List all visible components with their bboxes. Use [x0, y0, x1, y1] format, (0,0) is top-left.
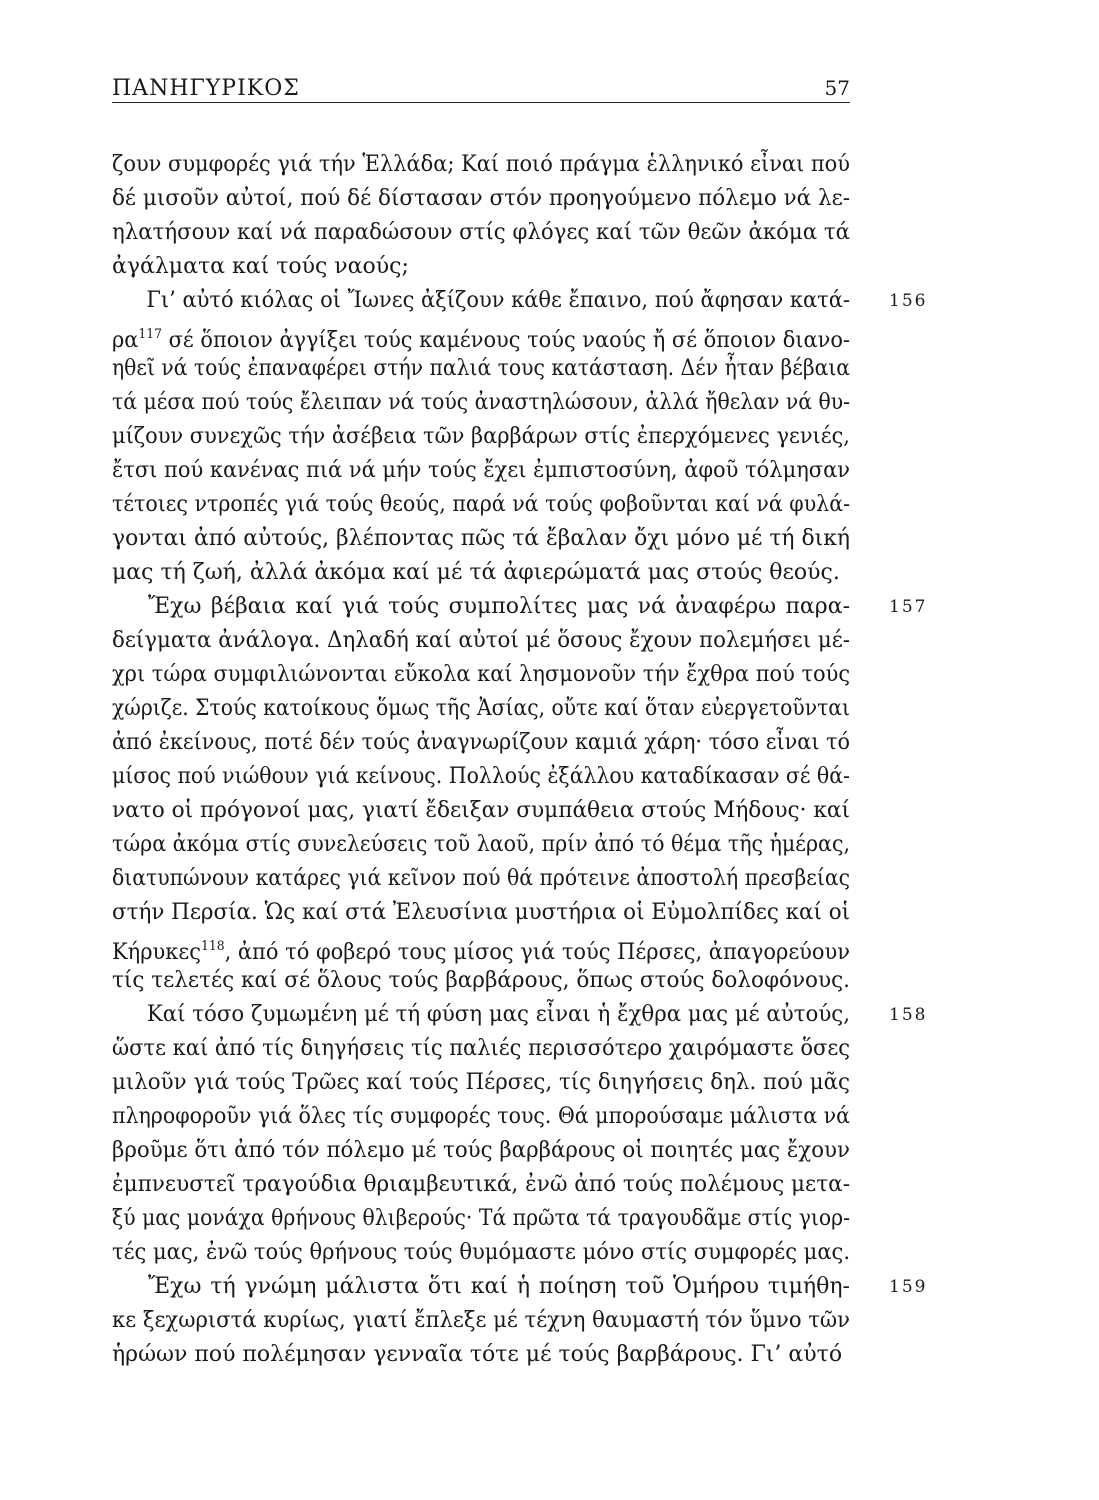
line-text [112, 420, 850, 454]
line-text [112, 522, 850, 556]
line-text [112, 250, 409, 284]
line-text [112, 692, 850, 726]
line-text [112, 1270, 850, 1304]
text-line [112, 386, 864, 420]
line-text [112, 488, 850, 522]
line-segment: Γι’ αὐτό κιόλας οἱ Ἴωνες ἀξίζουν κάθε ἔπαινο, πού ἄφησαν κατά- [146, 288, 851, 313]
footnote-marker: 117 [138, 327, 163, 342]
line-text [112, 1236, 850, 1270]
line-segment: ἐμπνευστεῖ τραγούδια θριαμβευτικά, ἐνῶ ἀπό τούς πολέμους μετα- [112, 1172, 851, 1197]
text-line [112, 454, 864, 488]
line-segment: νατο οἱ πρόγονοί μας, γιατί ἔδειξαν συμπάθεια στούς Μήδους· καί [112, 798, 850, 823]
body-text [112, 148, 928, 1372]
line-segment: βροῦμε ὅτι ἀπό τόν πόλεμο μέ τούς βαρβάρους οἱ ποιητές μας ἔχουν [112, 1138, 850, 1163]
line-segment: ζουν συμφορές γιά τήν Ἑλλάδα; Καί ποιό πράγμα ἑλληνικό εἶναι πού [112, 152, 850, 177]
text-line [112, 284, 928, 318]
line-text [112, 998, 850, 1032]
section-number: 159 [889, 1277, 928, 1297]
text-line [112, 964, 864, 998]
line-text [112, 896, 850, 930]
page-header [112, 76, 850, 103]
text-line [112, 420, 864, 454]
line-text [112, 182, 850, 216]
text-line [112, 998, 928, 1032]
text-line [112, 760, 864, 794]
line-segment: ἡρώων πού πολέμησαν γενναῖα τότε μέ τούς βαρβάρους. Γι’ αὐτό [112, 1342, 843, 1367]
line-segment: δέ μισοῦν αὐτοί, πού δέ δίστασαν στόν προηγούμενο πόλεμο νά λε- [112, 186, 850, 211]
text-line [112, 1270, 928, 1304]
line-text [112, 1304, 850, 1338]
text-line [112, 1338, 864, 1372]
line-segment: ὥστε καί ἀπό τίς διηγήσεις τίς παλιές περισσότερο χαιρόμαστε ὅσες [112, 1036, 850, 1061]
text-line [112, 216, 864, 250]
line-text [112, 386, 850, 420]
text-line [112, 692, 864, 726]
line-text [112, 1338, 842, 1372]
text-line [112, 1202, 864, 1236]
line-text [112, 556, 840, 590]
text-line [112, 658, 864, 692]
line-segment: σέ ὅποιον ἀγγίξει τούς καμένους τούς ναούς ἤ σέ ὅποιον διανο- [162, 328, 850, 353]
line-segment: ἀγάλματα καί τούς ναούς; [112, 254, 409, 279]
text-line [112, 1304, 864, 1338]
line-segment: ἀπό ἐκείνους, ποτέ δέν τούς ἀναγνωρίζουν καμιά χάρη· τόσο εἶναι τό [112, 730, 851, 755]
line-text [112, 828, 850, 862]
line-text [112, 1032, 850, 1066]
text-line [112, 828, 864, 862]
line-segment: διατυπώνουν κατάρες γιά κεῖνον πού θά πρότεινε ἀποστολή πρεσβείας [112, 866, 850, 891]
text-line [112, 318, 864, 352]
line-segment: ξύ μας μονάχα θρήνους θλιβερούς· Τά πρῶτα τά τραγουδᾶμε στίς γιορ- [112, 1206, 850, 1231]
text-line [112, 250, 864, 284]
line-segment: ηθεῖ νά τούς ἐπαναφέρει στήν παλιά τους κατάσταση. Δέν ἦταν βέβαια [112, 356, 851, 381]
line-segment: μίζουν συνεχῶς τήν ἀσέβεια τῶν βαρβάρων στίς ἐπερχόμενες γενιές, [112, 424, 850, 449]
text-line [112, 1134, 864, 1168]
line-text [112, 964, 850, 998]
text-line [112, 624, 864, 658]
line-text [112, 760, 850, 794]
text-line [112, 590, 928, 624]
text-line [112, 1032, 864, 1066]
line-segment: τά μέσα πού τούς ἔλειπαν νά τούς ἀναστηλώσουν, ἀλλά ἤθελαν νά θυ- [112, 390, 851, 415]
line-segment: τές μας, ἐνῶ τούς θρήνους τούς θυμόμαστε μόνο στίς συμφορές μας. [112, 1240, 851, 1265]
line-segment: , ἀπό τό φοβερό τους μίσος γιά τούς Πέρσες, ἀπαγορεύουν [224, 940, 851, 965]
line-segment: τώρα ἀκόμα στίς συνελεύσεις τοῦ λαοῦ, πρίν ἀπό τό θέμα τῆς ἡμέρας, [112, 832, 851, 857]
line-segment: μιλοῦν γιά τούς Τρῶες καί τούς Πέρσες, τίς διηγήσεις δηλ. πού μᾶς [112, 1070, 850, 1095]
text-line [112, 488, 864, 522]
line-segment: Ἔχω βέβαια καί γιά τούς συμπολίτες μας νά ἀναφέρω παρα- [148, 594, 850, 619]
line-segment: χώριζε. Στούς κατοίκους ὅμως τῆς Ἀσίας, οὔτε καί ὅταν εὐεργετοῦνται [112, 696, 850, 721]
line-segment: μας τή ζωή, ἀλλά ἀκόμα καί μέ τά ἀφιερώματά μας στούς θεούς. [112, 560, 840, 585]
text-line [112, 522, 864, 556]
line-text [112, 454, 850, 488]
line-text [112, 216, 850, 250]
section-number: 157 [889, 597, 928, 617]
line-text [112, 862, 850, 896]
page-number: 57 [824, 76, 850, 100]
line-text [112, 1202, 850, 1236]
footnote-marker: 118 [200, 939, 225, 954]
line-text [112, 148, 850, 182]
text-line [112, 352, 864, 386]
text-line [112, 862, 864, 896]
line-text [112, 1066, 850, 1100]
line-segment: τίς τελετές καί σέ ὅλους τούς βαρβάρους, ὅπως στούς δολοφόνους. [112, 968, 850, 993]
line-segment: δείγματα ἀνάλογα. Δηλαδή καί αὐτοί μέ ὅσους ἔχουν πολεμήσει μέ- [112, 628, 850, 653]
line-segment: ἔτσι πού κανένας πιά νά μήν τούς ἔχει ἐμπιστοσύνη, ἀφοῦ τόλμησαν [112, 458, 850, 483]
text-line [112, 148, 864, 182]
text-line [112, 930, 864, 964]
line-segment: Κήρυκες [112, 940, 201, 965]
text-line [112, 726, 864, 760]
line-text [112, 352, 850, 386]
text-line [112, 1168, 864, 1202]
line-segment: τέτοιες ντροπές γιά τούς θεούς, παρά νά τούς φοβοῦνται καί νά φυλά- [112, 492, 851, 517]
line-text [112, 624, 850, 658]
text-line [112, 556, 864, 590]
line-segment: Καί τόσο ζυμωμένη μέ τή φύση μας εἶναι ἡ ἔχθρα μας μέ αὐτούς, [146, 1002, 850, 1027]
text-line [112, 182, 864, 216]
line-segment: πληροφοροῦν γιά ὅλες τίς συμφορές τους. Θά μπορούσαμε μάλιστα νά [112, 1104, 850, 1129]
line-text [112, 726, 850, 760]
text-line [112, 1066, 864, 1100]
line-text [112, 1100, 850, 1134]
section-number: 156 [889, 291, 928, 311]
line-text [112, 590, 850, 624]
section-number: 158 [889, 1005, 928, 1025]
line-segment: γονται ἀπό αὐτούς, βλέποντας πῶς τά ἔβαλαν ὄχι μόνο μέ τή δική [112, 526, 851, 551]
line-segment: Ἔχω τή γνώμη μάλιστα ὅτι καί ἡ ποίηση τοῦ Ὁμήρου τιμήθη- [148, 1274, 850, 1299]
text-line [112, 1236, 864, 1270]
line-segment: ρα [112, 328, 139, 353]
text-line [112, 794, 864, 828]
line-text [112, 1134, 850, 1168]
text-line [112, 1100, 864, 1134]
line-text [112, 284, 850, 318]
line-text [112, 658, 850, 692]
line-text [112, 1168, 850, 1202]
line-segment: ηλατήσουν καί νά παραδώσουν στίς φλόγες καί τῶν θεῶν ἀκόμα τά [112, 220, 851, 245]
line-segment: μίσος πού νιώθουν γιά κείνους. Πολλούς ἐξάλλου καταδίκασαν σέ θά- [112, 764, 850, 789]
line-segment: κε ξεχωριστά κυρίως, γιατί ἔπλεξε μέ τέχνη θαυμαστή τόν ὕμνο τῶν [112, 1308, 851, 1333]
text-line [112, 896, 864, 930]
line-text [112, 794, 850, 828]
running-title: ΠΑΝΗΓΥΡΙΚΟΣ [112, 76, 300, 101]
line-segment: χρι τώρα συμφιλιώνονται εὔκολα καί λησμονοῦν τήν ἔχθρα πού τούς [112, 662, 851, 687]
line-segment: στήν Περσία. Ὡς καί στά Ἐλευσίνια μυστήρια οἱ Εὐμολπίδες καί οἱ [112, 900, 851, 925]
